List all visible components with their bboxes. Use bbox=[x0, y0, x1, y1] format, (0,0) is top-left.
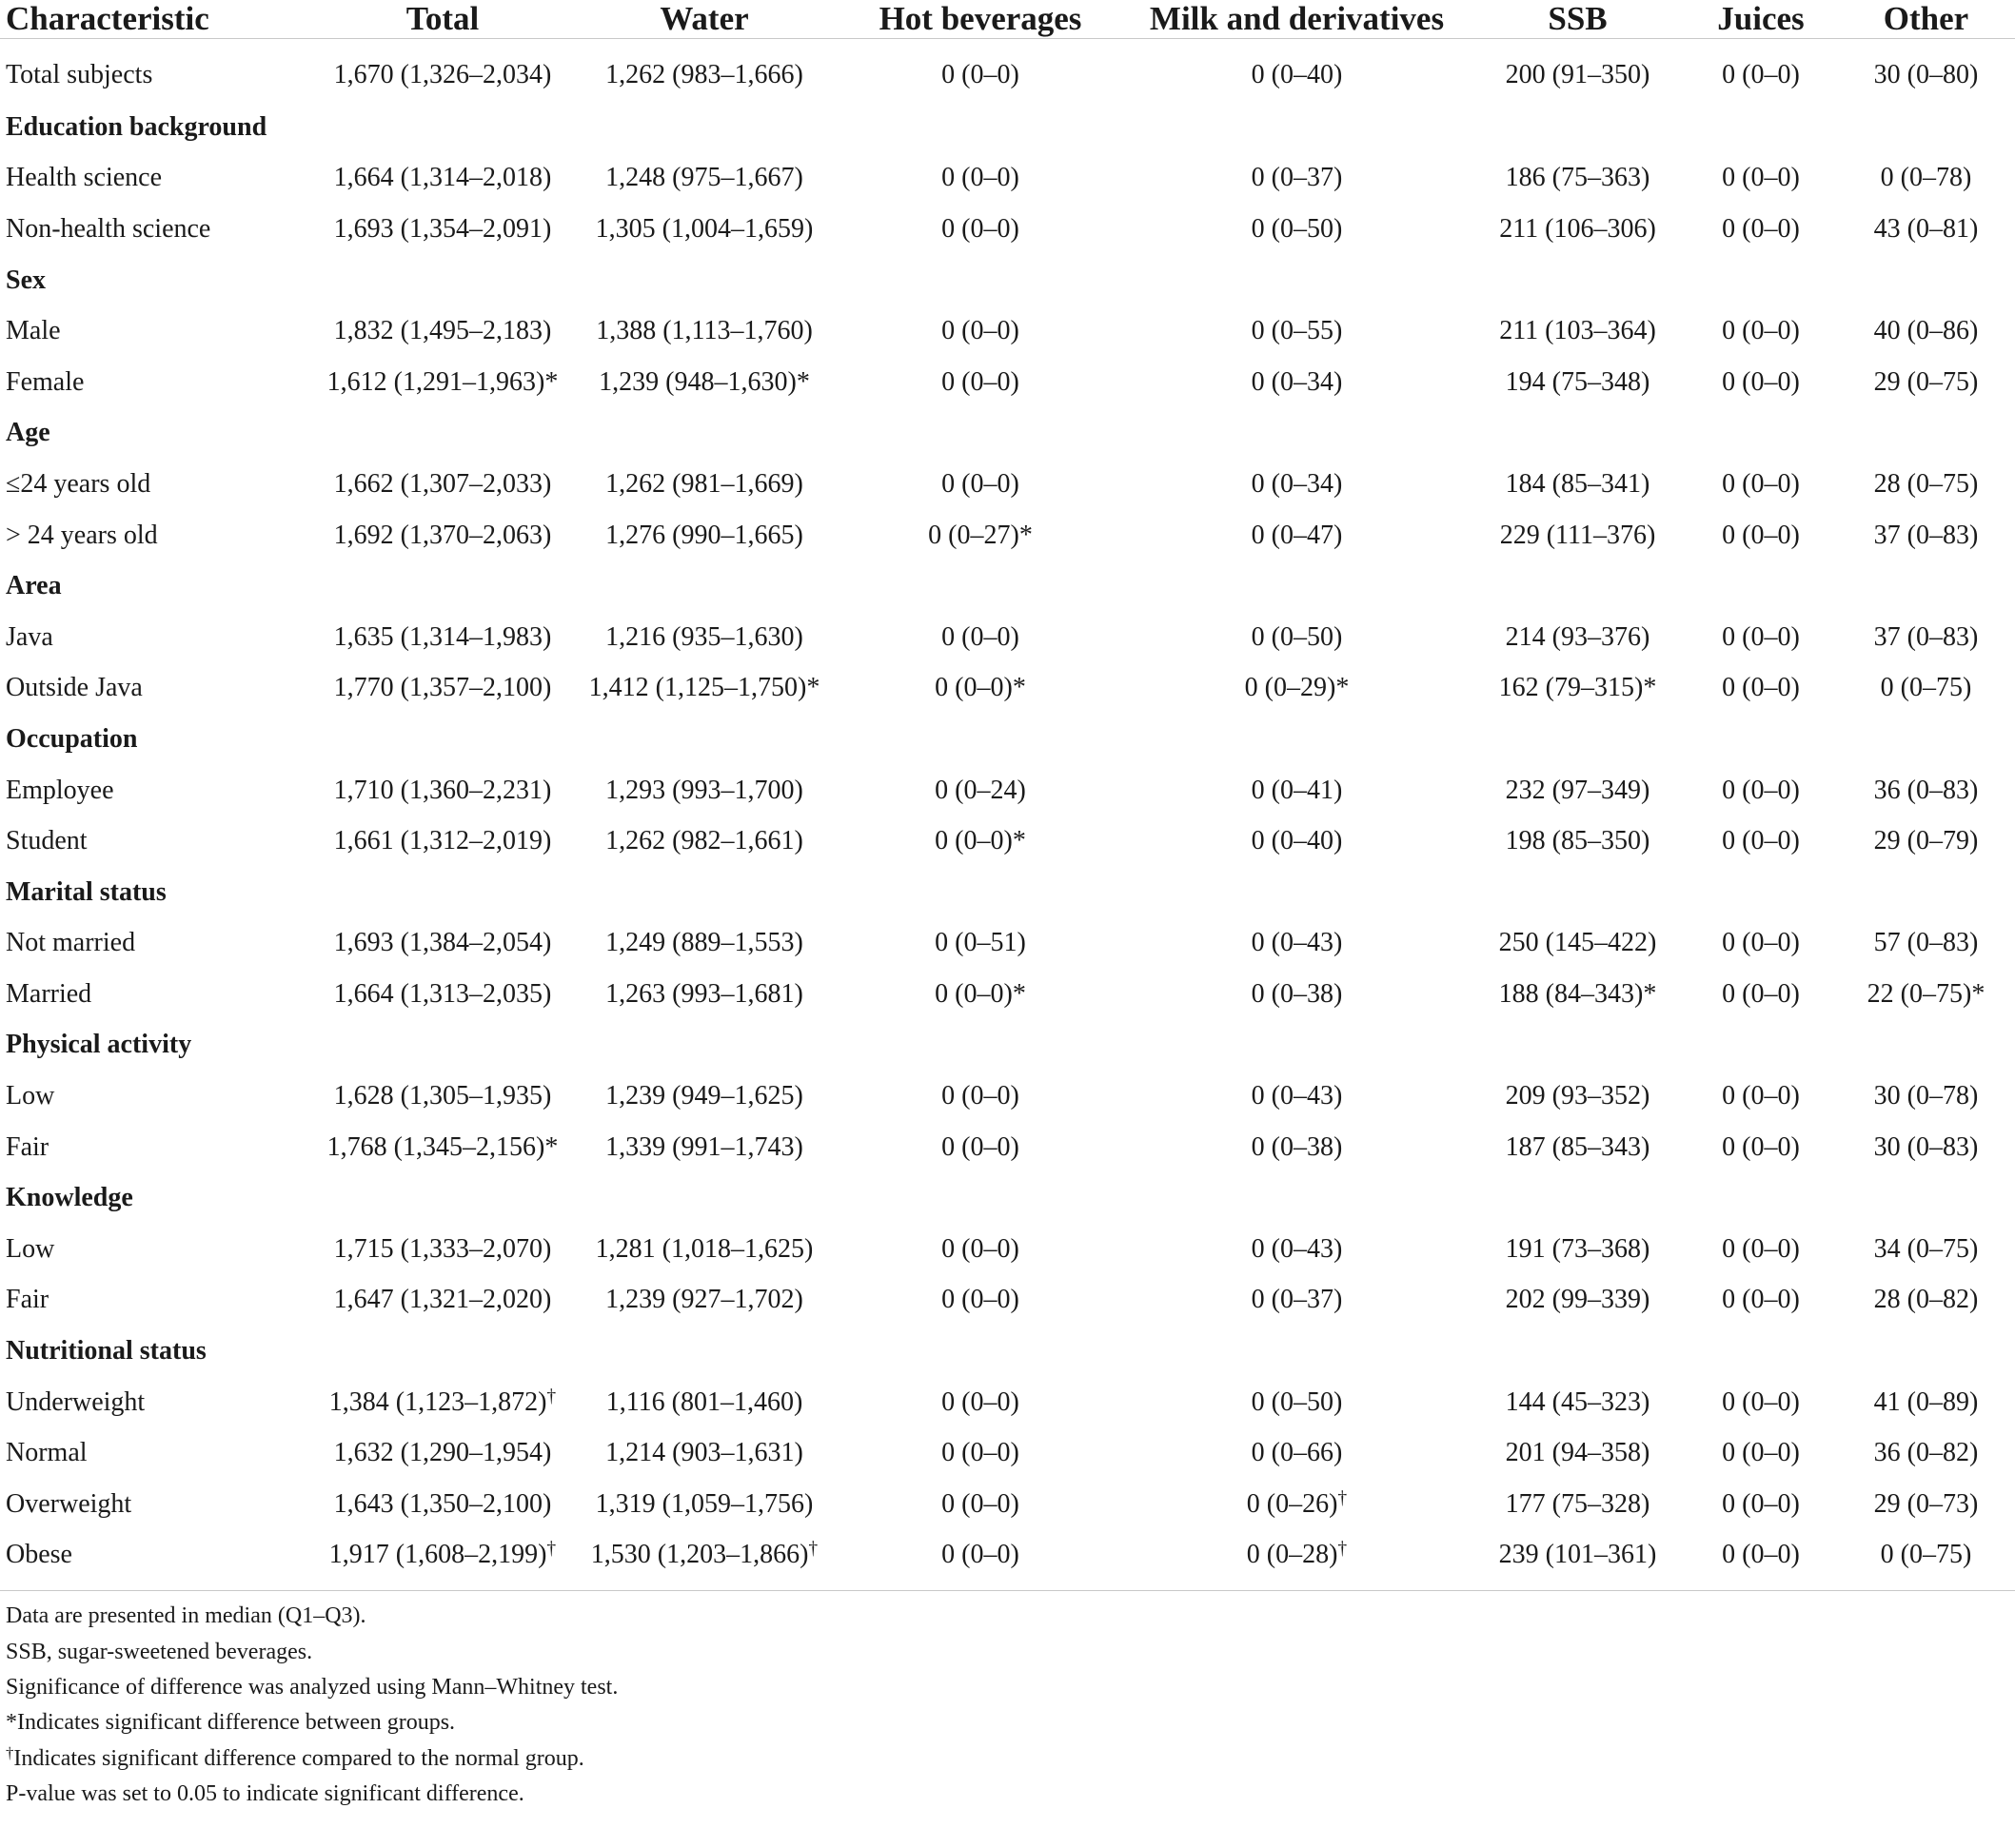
table-cell: 0 (0–75) bbox=[1880, 1540, 1972, 1570]
table-cell: 0 (0–75) bbox=[1880, 673, 1972, 703]
table-cell: 0 (0–43) bbox=[1251, 928, 1343, 958]
section-label: Nutritional status bbox=[6, 1336, 207, 1366]
table-cell: 0 (0–26)† bbox=[1246, 1488, 1348, 1519]
table-cell: 0 (0–0) bbox=[941, 1540, 1019, 1570]
table-cell: 43 (0–81) bbox=[1873, 213, 1979, 244]
table-row bbox=[0, 305, 2015, 357]
table-cell: 1,262 (981–1,669) bbox=[605, 468, 803, 499]
table-cell: 36 (0–83) bbox=[1873, 775, 1979, 805]
table-cell: 0 (0–0) bbox=[941, 60, 1019, 89]
section-row bbox=[0, 408, 2015, 460]
table-cell: 0 (0–34) bbox=[1251, 366, 1343, 397]
table-cell: 22 (0–75)* bbox=[1867, 978, 1985, 1009]
table-cell: 0 (0–0) bbox=[941, 1488, 1019, 1519]
table-cell: 0 (0–28)† bbox=[1246, 1539, 1348, 1570]
table-cell: 184 (85–341) bbox=[1505, 468, 1650, 499]
table-cell: 29 (0–75) bbox=[1873, 366, 1979, 397]
table-row bbox=[0, 663, 2015, 715]
table-cell: 1,710 (1,360–2,231) bbox=[333, 775, 552, 805]
table-cell: 30 (0–83) bbox=[1873, 1131, 1979, 1162]
table-row bbox=[0, 1275, 2015, 1327]
table-cell: 239 (101–361) bbox=[1498, 1540, 1657, 1570]
row-label: Married bbox=[6, 978, 92, 1009]
table-cell: 28 (0–75) bbox=[1873, 468, 1979, 499]
col-header-milk: Milk and derivatives bbox=[1149, 0, 1445, 37]
table-cell: 0 (0–0) bbox=[1722, 366, 1800, 397]
table-cell: 0 (0–78) bbox=[1880, 163, 1972, 193]
table-cell: 1,770 (1,357–2,100) bbox=[333, 673, 552, 703]
table-cell: 200 (91–350) bbox=[1505, 60, 1650, 89]
table-cell: 1,388 (1,113–1,760) bbox=[596, 316, 813, 346]
table-cell: 250 (145–422) bbox=[1498, 928, 1657, 958]
table-row bbox=[0, 459, 2015, 510]
table-row bbox=[0, 918, 2015, 970]
table-cell: 1,661 (1,312–2,019) bbox=[333, 826, 552, 856]
table-cell: 1,116 (801–1,460) bbox=[605, 1386, 803, 1417]
table-row bbox=[0, 357, 2015, 408]
section-label: Physical activity bbox=[6, 1030, 192, 1060]
table-row bbox=[0, 816, 2015, 867]
table-cell: 0 (0–0) bbox=[1722, 621, 1800, 652]
section-label: Sex bbox=[6, 265, 46, 295]
section-row bbox=[0, 1020, 2015, 1071]
table-cell: 144 (45–323) bbox=[1505, 1386, 1650, 1417]
table-cell: 1,693 (1,384–2,054) bbox=[333, 928, 552, 958]
row-label: Not married bbox=[6, 928, 136, 958]
table-cell: 187 (85–343) bbox=[1505, 1131, 1650, 1162]
table-row bbox=[0, 39, 2015, 103]
table-cell: 0 (0–0) bbox=[1722, 1438, 1800, 1468]
row-label: Low bbox=[6, 1233, 55, 1264]
table-cell: 0 (0–38) bbox=[1251, 978, 1343, 1009]
row-label: Male bbox=[6, 316, 61, 346]
table-cell: 186 (75–363) bbox=[1505, 163, 1650, 193]
table-cell: 37 (0–83) bbox=[1873, 621, 1979, 652]
section-label: Knowledge bbox=[6, 1183, 133, 1213]
table-row bbox=[0, 204, 2015, 255]
col-header-total: Total bbox=[405, 0, 480, 37]
row-label: Overweight bbox=[6, 1488, 132, 1519]
section-row bbox=[0, 255, 2015, 306]
table-cell: 198 (85–350) bbox=[1505, 826, 1650, 856]
table-cell: 0 (0–0)* bbox=[935, 826, 1026, 856]
table-cell: 209 (93–352) bbox=[1505, 1081, 1650, 1111]
row-label: Fair bbox=[6, 1131, 49, 1162]
table-cell: 1,281 (1,018–1,625) bbox=[595, 1233, 814, 1264]
col-header-ssb: SSB bbox=[1548, 0, 1608, 37]
table-cell: 29 (0–79) bbox=[1873, 826, 1979, 856]
row-label: Student bbox=[6, 826, 88, 856]
table-cell: 1,216 (935–1,630) bbox=[605, 621, 803, 652]
table-cell: 0 (0–37) bbox=[1251, 163, 1343, 193]
section-row bbox=[0, 560, 2015, 612]
section-label: Area bbox=[6, 571, 62, 601]
table-row bbox=[0, 1071, 2015, 1122]
row-label: Female bbox=[6, 366, 85, 397]
table-cell: 0 (0–0) bbox=[941, 1438, 1019, 1468]
table-cell: 1,643 (1,350–2,100) bbox=[333, 1488, 552, 1519]
table-body bbox=[0, 39, 2015, 1582]
footnote-line: Data are presented in median (Q1–Q3). bbox=[6, 1603, 366, 1629]
section-row bbox=[0, 1326, 2015, 1377]
table-cell: 0 (0–0) bbox=[941, 366, 1019, 397]
table-cell: 1,647 (1,321–2,020) bbox=[333, 1285, 552, 1315]
col-header-water: Water bbox=[660, 0, 749, 37]
table-cell: 0 (0–41) bbox=[1251, 775, 1343, 805]
table-cell: 1,664 (1,313–2,035) bbox=[333, 978, 552, 1009]
col-header-other: Other bbox=[1883, 0, 1969, 37]
table-row bbox=[0, 612, 2015, 663]
table-cell: 1,530 (1,203–1,866)† bbox=[590, 1539, 819, 1570]
table-cell: 0 (0–0) bbox=[1722, 928, 1800, 958]
table-cell: 57 (0–83) bbox=[1873, 928, 1979, 958]
table-cell: 29 (0–73) bbox=[1873, 1488, 1979, 1519]
table-cell: 36 (0–82) bbox=[1873, 1438, 1979, 1468]
table-cell: 1,692 (1,370–2,063) bbox=[333, 520, 552, 550]
table-cell: 1,635 (1,314–1,983) bbox=[333, 621, 552, 652]
table-cell: 0 (0–40) bbox=[1251, 60, 1343, 89]
table-cell: 40 (0–86) bbox=[1873, 316, 1979, 346]
table-cell: 214 (93–376) bbox=[1505, 621, 1650, 652]
table-cell: 1,664 (1,314–2,018) bbox=[333, 163, 552, 193]
table-cell: 1,262 (983–1,666) bbox=[605, 60, 803, 89]
table-cell: 1,832 (1,495–2,183) bbox=[333, 316, 552, 346]
table-cell: 202 (99–339) bbox=[1505, 1285, 1650, 1315]
table-cell: 0 (0–0) bbox=[1722, 673, 1800, 703]
section-row bbox=[0, 1172, 2015, 1224]
table-cell: 0 (0–0) bbox=[941, 1285, 1019, 1315]
table-cell: 0 (0–40) bbox=[1251, 826, 1343, 856]
table-cell: 0 (0–0) bbox=[941, 163, 1019, 193]
table-cell: 1,239 (948–1,630)* bbox=[599, 366, 810, 397]
table-cell: 0 (0–0) bbox=[1722, 1488, 1800, 1519]
table-cell: 188 (84–343)* bbox=[1498, 978, 1657, 1009]
table-cell: 0 (0–50) bbox=[1251, 213, 1343, 244]
table-cell: 0 (0–34) bbox=[1251, 468, 1343, 499]
row-label: Outside Java bbox=[6, 673, 143, 703]
table-cell: 0 (0–0)* bbox=[935, 978, 1026, 1009]
table-cell: 162 (79–315)* bbox=[1498, 673, 1657, 703]
table-row bbox=[0, 1530, 2015, 1582]
table-row bbox=[0, 510, 2015, 561]
table-cell: 0 (0–0) bbox=[1722, 978, 1800, 1009]
table-cell: 0 (0–0) bbox=[1722, 213, 1800, 244]
table-cell: 1,263 (993–1,681) bbox=[605, 978, 803, 1009]
section-row bbox=[0, 102, 2015, 153]
table-cell: 41 (0–89) bbox=[1873, 1386, 1979, 1417]
table-cell: 0 (0–37) bbox=[1251, 1285, 1343, 1315]
table-cell: 232 (97–349) bbox=[1505, 775, 1650, 805]
table-cell: 1,693 (1,354–2,091) bbox=[333, 213, 552, 244]
table-cell: 1,249 (889–1,553) bbox=[605, 928, 803, 958]
table-cell: 1,412 (1,125–1,750)* bbox=[588, 673, 820, 703]
table-cell: 1,632 (1,290–1,954) bbox=[333, 1438, 552, 1468]
table-cell: 1,917 (1,608–2,199)† bbox=[328, 1539, 557, 1570]
table-cell: 0 (0–0) bbox=[941, 621, 1019, 652]
table-cell: 0 (0–0) bbox=[1722, 520, 1800, 550]
table-cell: 0 (0–0) bbox=[1722, 316, 1800, 346]
section-row bbox=[0, 867, 2015, 918]
row-label: Employee bbox=[6, 775, 114, 805]
table-cell: 0 (0–0)* bbox=[935, 673, 1026, 703]
section-label: Education background bbox=[6, 111, 267, 142]
table-cell: 0 (0–0) bbox=[1722, 1386, 1800, 1417]
table-cell: 194 (75–348) bbox=[1505, 366, 1650, 397]
footnote-line: *Indicates significant difference between groups. bbox=[6, 1710, 456, 1736]
table-cell: 0 (0–0) bbox=[1722, 163, 1800, 193]
table-cell: 0 (0–0) bbox=[1722, 1131, 1800, 1162]
table-cell: 0 (0–27)* bbox=[928, 520, 1033, 550]
table-cell: 1,248 (975–1,667) bbox=[605, 163, 803, 193]
table-cell: 0 (0–47) bbox=[1251, 520, 1343, 550]
table-cell: 191 (73–368) bbox=[1505, 1233, 1650, 1264]
table-row bbox=[0, 153, 2015, 205]
table-cell: 0 (0–0) bbox=[1722, 1081, 1800, 1111]
table-cell: 0 (0–66) bbox=[1251, 1438, 1343, 1468]
table-cell: 0 (0–51) bbox=[935, 928, 1026, 958]
table-cell: 1,612 (1,291–1,963)* bbox=[326, 366, 559, 397]
table-cell: 1,214 (903–1,631) bbox=[605, 1438, 803, 1468]
table-cell: 0 (0–0) bbox=[941, 468, 1019, 499]
table-cell: 1,305 (1,004–1,659) bbox=[595, 213, 814, 244]
table-cell: 0 (0–0) bbox=[941, 1233, 1019, 1264]
table-row bbox=[0, 1479, 2015, 1530]
row-label: ≤24 years old bbox=[6, 468, 151, 499]
table-cell: 0 (0–0) bbox=[1722, 775, 1800, 805]
table-cell: 211 (103–364) bbox=[1499, 316, 1656, 346]
row-label: Java bbox=[6, 621, 53, 652]
footnote-line: †Indicates significant difference compared to the normal group. bbox=[6, 1743, 584, 1771]
table-cell: 1,768 (1,345–2,156)* bbox=[326, 1131, 559, 1162]
col-header-juices: Juices bbox=[1717, 0, 1805, 37]
header-row bbox=[0, 0, 2015, 39]
table-cell: 0 (0–0) bbox=[941, 316, 1019, 346]
table-cell: 30 (0–78) bbox=[1873, 1081, 1979, 1111]
row-label: Fair bbox=[6, 1285, 49, 1315]
section-row bbox=[0, 714, 2015, 765]
table-cell: 0 (0–0) bbox=[941, 1081, 1019, 1111]
col-header-hot-beverages: Hot beverages bbox=[879, 0, 1082, 37]
table-cell: 1,339 (991–1,743) bbox=[605, 1131, 803, 1162]
table-cell: 0 (0–50) bbox=[1251, 621, 1343, 652]
row-label: Low bbox=[6, 1081, 55, 1111]
table-cell: 1,384 (1,123–1,872)† bbox=[328, 1386, 557, 1417]
table-row bbox=[0, 969, 2015, 1020]
table-cell: 34 (0–75) bbox=[1873, 1233, 1979, 1264]
table-row bbox=[0, 765, 2015, 816]
table-footnotes bbox=[0, 1591, 2015, 1812]
table-row bbox=[0, 1122, 2015, 1173]
row-label: Health science bbox=[6, 163, 163, 193]
row-label: > 24 years old bbox=[6, 520, 158, 550]
table-cell: 201 (94–358) bbox=[1505, 1438, 1650, 1468]
table-cell: 37 (0–83) bbox=[1873, 520, 1979, 550]
table-cell: 0 (0–0) bbox=[941, 1386, 1019, 1417]
table-cell: 1,628 (1,305–1,935) bbox=[333, 1081, 552, 1111]
footnote-line: P-value was set to 0.05 to indicate significant difference. bbox=[6, 1781, 524, 1807]
table-cell: 0 (0–43) bbox=[1251, 1081, 1343, 1111]
row-label: Underweight bbox=[6, 1386, 146, 1417]
table-cell: 0 (0–0) bbox=[1722, 1233, 1800, 1264]
table-cell: 1,662 (1,307–2,033) bbox=[333, 468, 552, 499]
table-cell: 1,262 (982–1,661) bbox=[605, 826, 803, 856]
table-cell: 0 (0–0) bbox=[1722, 826, 1800, 856]
table-cell: 0 (0–0) bbox=[1722, 60, 1800, 89]
table-cell: 0 (0–0) bbox=[941, 213, 1019, 244]
table-cell: 1,715 (1,333–2,070) bbox=[333, 1233, 552, 1264]
row-label: Obese bbox=[6, 1540, 72, 1570]
table-cell: 0 (0–0) bbox=[1722, 1540, 1800, 1570]
table-cell: 1,319 (1,059–1,756) bbox=[595, 1488, 814, 1519]
table-cell: 0 (0–24) bbox=[935, 775, 1026, 805]
table-cell: 28 (0–82) bbox=[1873, 1285, 1979, 1315]
table-cell: 0 (0–55) bbox=[1251, 316, 1343, 346]
row-label: Normal bbox=[6, 1438, 88, 1468]
table-cell: 1,670 (1,326–2,034) bbox=[333, 60, 552, 89]
footnote-line: SSB, sugar-sweetened beverages. bbox=[6, 1639, 313, 1664]
table-row bbox=[0, 1427, 2015, 1479]
row-label: Total subjects bbox=[6, 60, 153, 89]
table-cell: 1,293 (993–1,700) bbox=[605, 775, 803, 805]
table-cell: 0 (0–38) bbox=[1251, 1131, 1343, 1162]
table-cell: 229 (111–376) bbox=[1499, 520, 1656, 550]
table-cell: 0 (0–50) bbox=[1251, 1386, 1343, 1417]
section-label: Marital status bbox=[6, 876, 167, 907]
section-label: Occupation bbox=[6, 723, 138, 754]
table-cell: 0 (0–0) bbox=[1722, 1285, 1800, 1315]
table-cell: 177 (75–328) bbox=[1505, 1488, 1650, 1519]
footnote-line: Significance of difference was analyzed using Mann–Whitney test. bbox=[6, 1675, 619, 1700]
table-cell: 30 (0–80) bbox=[1873, 60, 1979, 89]
table-row bbox=[0, 1224, 2015, 1275]
row-label: Non-health science bbox=[6, 213, 211, 244]
table-cell: 1,239 (927–1,702) bbox=[605, 1285, 803, 1315]
table-cell: 0 (0–0) bbox=[941, 1131, 1019, 1162]
col-header-characteristic: Characteristic bbox=[6, 0, 209, 37]
table-cell: 0 (0–29)* bbox=[1244, 673, 1350, 703]
table-cell: 211 (106–306) bbox=[1499, 213, 1656, 244]
table-cell: 0 (0–0) bbox=[1722, 468, 1800, 499]
table-cell: 1,239 (949–1,625) bbox=[605, 1081, 803, 1111]
section-label: Age bbox=[6, 418, 50, 448]
table-row bbox=[0, 1377, 2015, 1428]
table-cell: 1,276 (990–1,665) bbox=[605, 520, 803, 550]
table-cell: 0 (0–43) bbox=[1251, 1233, 1343, 1264]
